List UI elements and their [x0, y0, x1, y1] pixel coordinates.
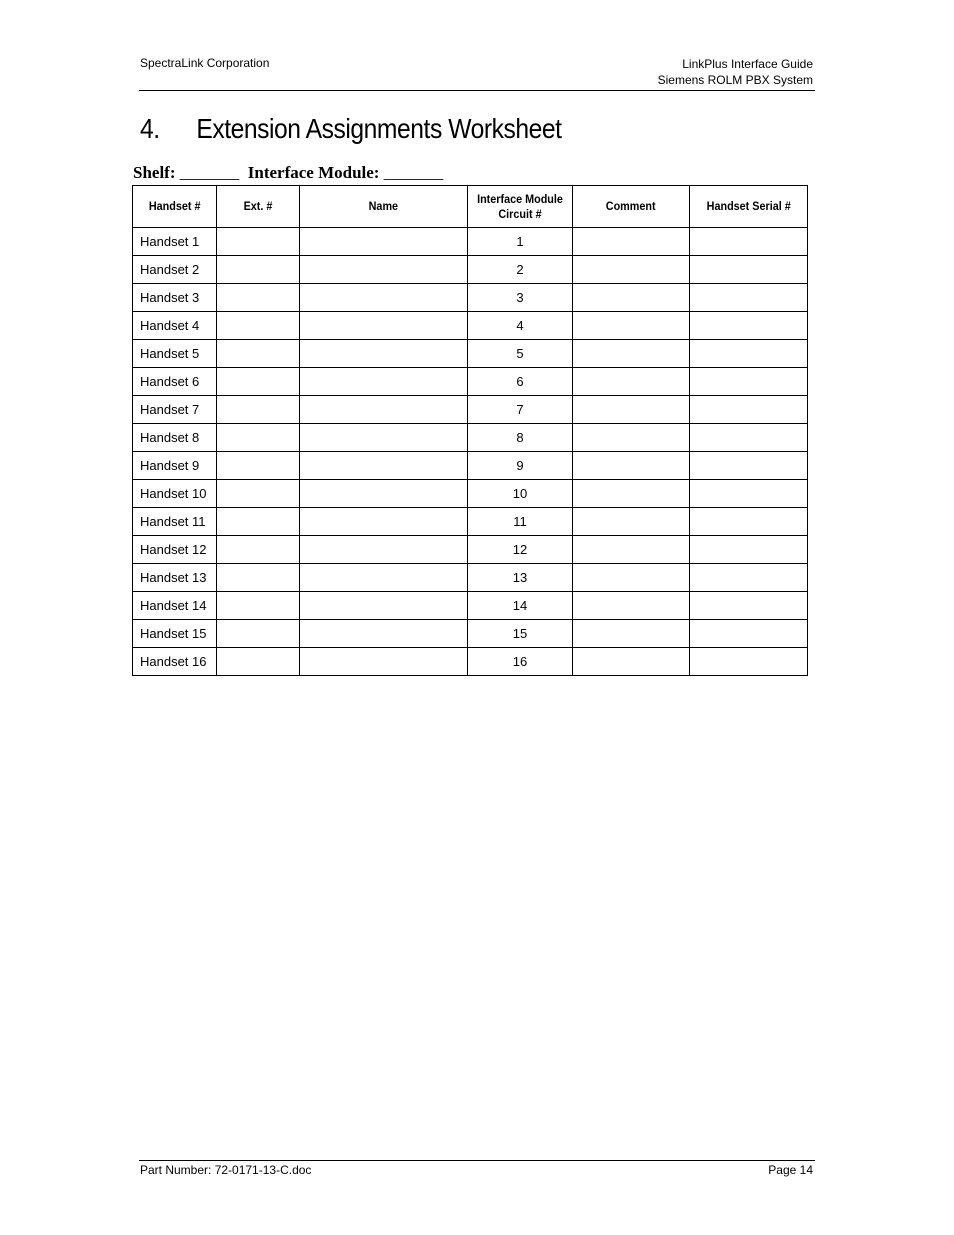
name-cell[interactable] — [300, 564, 468, 592]
table-row — [133, 620, 808, 648]
handset-cell: Handset 8 — [133, 424, 217, 452]
ext-cell[interactable] — [217, 508, 300, 536]
ext-cell[interactable] — [217, 284, 300, 312]
comment-cell[interactable] — [573, 564, 690, 592]
table-row — [133, 648, 808, 676]
table-row — [133, 284, 808, 312]
serial-cell[interactable] — [690, 284, 808, 312]
header-name: Name — [300, 186, 468, 228]
table-row — [133, 228, 808, 256]
ext-cell[interactable] — [217, 620, 300, 648]
circuit-cell: 11 — [468, 508, 573, 536]
comment-cell[interactable] — [573, 368, 690, 396]
comment-cell[interactable] — [573, 508, 690, 536]
table-row — [133, 424, 808, 452]
ext-cell[interactable] — [217, 536, 300, 564]
name-cell[interactable] — [300, 312, 468, 340]
serial-cell[interactable] — [690, 228, 808, 256]
name-cell[interactable] — [300, 368, 468, 396]
circuit-cell: 7 — [468, 396, 573, 424]
handset-cell: Handset 3 — [133, 284, 217, 312]
section-number: 4. — [140, 113, 160, 144]
header-ext: Ext. # — [217, 186, 300, 228]
table-header-row — [133, 186, 808, 228]
name-cell[interactable] — [300, 284, 468, 312]
ext-cell[interactable] — [217, 228, 300, 256]
serial-cell[interactable] — [690, 424, 808, 452]
section-title: Extension Assignments Worksheet — [196, 113, 562, 144]
name-cell[interactable] — [300, 536, 468, 564]
comment-cell[interactable] — [573, 648, 690, 676]
table-row — [133, 396, 808, 424]
name-cell[interactable] — [300, 648, 468, 676]
header-comment: Comment — [573, 186, 690, 228]
name-cell[interactable] — [300, 424, 468, 452]
name-cell[interactable] — [300, 480, 468, 508]
serial-cell[interactable] — [690, 592, 808, 620]
name-cell[interactable] — [300, 620, 468, 648]
ext-cell[interactable] — [217, 424, 300, 452]
name-cell[interactable] — [300, 228, 468, 256]
comment-cell[interactable] — [573, 312, 690, 340]
circuit-cell: 5 — [468, 340, 573, 368]
page-number: Page 14 — [768, 1163, 813, 1177]
handset-cell: Handset 14 — [133, 592, 217, 620]
table-row — [133, 536, 808, 564]
shelf-blank: _______ — [179, 163, 240, 182]
handset-cell: Handset 12 — [133, 536, 217, 564]
shelf-label: Shelf: — [133, 163, 176, 182]
table-row — [133, 452, 808, 480]
serial-cell[interactable] — [690, 620, 808, 648]
part-number: Part Number: 72-0171-13-C.doc — [140, 1163, 312, 1177]
handset-cell: Handset 16 — [133, 648, 217, 676]
interface-module-label: Interface Module: — [247, 163, 380, 182]
handset-cell: Handset 10 — [133, 480, 217, 508]
comment-cell[interactable] — [573, 340, 690, 368]
header-right — [658, 56, 813, 88]
circuit-cell: 15 — [468, 620, 573, 648]
guide-title: LinkPlus Interface Guide — [682, 57, 813, 71]
comment-cell[interactable] — [573, 592, 690, 620]
page-footer — [139, 1160, 815, 1177]
header-handset: Handset # — [133, 186, 217, 228]
interface-module-blank: _______ — [383, 163, 444, 182]
handset-cell: Handset 15 — [133, 620, 217, 648]
table-row — [133, 312, 808, 340]
serial-cell[interactable] — [690, 536, 808, 564]
handset-cell: Handset 9 — [133, 452, 217, 480]
table-row — [133, 256, 808, 284]
comment-cell[interactable] — [573, 452, 690, 480]
circuit-cell: 13 — [468, 564, 573, 592]
serial-cell[interactable] — [690, 312, 808, 340]
ext-cell[interactable] — [217, 592, 300, 620]
circuit-cell: 1 — [468, 228, 573, 256]
ext-cell[interactable] — [217, 480, 300, 508]
table-row — [133, 368, 808, 396]
comment-cell[interactable] — [573, 228, 690, 256]
handset-cell: Handset 4 — [133, 312, 217, 340]
section-heading — [140, 113, 562, 145]
comment-cell[interactable] — [573, 620, 690, 648]
handset-cell: Handset 11 — [133, 508, 217, 536]
table-row — [133, 340, 808, 368]
circuit-cell: 16 — [468, 648, 573, 676]
name-cell[interactable] — [300, 396, 468, 424]
ext-cell[interactable] — [217, 452, 300, 480]
company-name: SpectraLink Corporation — [140, 56, 270, 70]
ext-cell[interactable] — [217, 396, 300, 424]
handset-cell: Handset 1 — [133, 228, 217, 256]
handset-cell: Handset 5 — [133, 340, 217, 368]
serial-cell[interactable] — [690, 452, 808, 480]
circuit-cell: 14 — [468, 592, 573, 620]
name-cell[interactable] — [300, 592, 468, 620]
extension-assignments-table — [132, 185, 808, 676]
serial-cell[interactable] — [690, 368, 808, 396]
name-cell[interactable] — [300, 452, 468, 480]
circuit-cell: 4 — [468, 312, 573, 340]
header-serial: Handset Serial # — [690, 186, 808, 228]
circuit-cell: 3 — [468, 284, 573, 312]
serial-cell[interactable] — [690, 256, 808, 284]
serial-cell[interactable] — [690, 480, 808, 508]
handset-cell: Handset 7 — [133, 396, 217, 424]
ext-cell[interactable] — [217, 256, 300, 284]
serial-cell[interactable] — [690, 508, 808, 536]
comment-cell[interactable] — [573, 396, 690, 424]
page-header — [139, 55, 815, 91]
serial-cell[interactable] — [690, 648, 808, 676]
name-cell[interactable] — [300, 340, 468, 368]
serial-cell[interactable] — [690, 564, 808, 592]
table-row — [133, 480, 808, 508]
ext-cell[interactable] — [217, 564, 300, 592]
comment-cell[interactable] — [573, 256, 690, 284]
header-circuit: Interface Module Circuit # — [468, 186, 573, 228]
ext-cell[interactable] — [217, 368, 300, 396]
ext-cell[interactable] — [217, 312, 300, 340]
handset-cell: Handset 13 — [133, 564, 217, 592]
comment-cell[interactable] — [573, 284, 690, 312]
circuit-cell: 12 — [468, 536, 573, 564]
system-name: Siemens ROLM PBX System — [657, 73, 813, 87]
name-cell[interactable] — [300, 256, 468, 284]
handset-cell: Handset 2 — [133, 256, 217, 284]
circuit-cell: 9 — [468, 452, 573, 480]
circuit-cell: 2 — [468, 256, 573, 284]
comment-cell[interactable] — [573, 424, 690, 452]
handset-cell: Handset 6 — [133, 368, 217, 396]
ext-cell[interactable] — [217, 648, 300, 676]
table-row — [133, 508, 808, 536]
comment-cell[interactable] — [573, 536, 690, 564]
circuit-cell: 10 — [468, 480, 573, 508]
serial-cell[interactable] — [690, 340, 808, 368]
ext-cell[interactable] — [217, 340, 300, 368]
shelf-line — [133, 163, 443, 183]
circuit-cell: 8 — [468, 424, 573, 452]
serial-cell[interactable] — [690, 396, 808, 424]
comment-cell[interactable] — [573, 480, 690, 508]
name-cell[interactable] — [300, 508, 468, 536]
table-row — [133, 564, 808, 592]
table-row — [133, 592, 808, 620]
circuit-cell: 6 — [468, 368, 573, 396]
